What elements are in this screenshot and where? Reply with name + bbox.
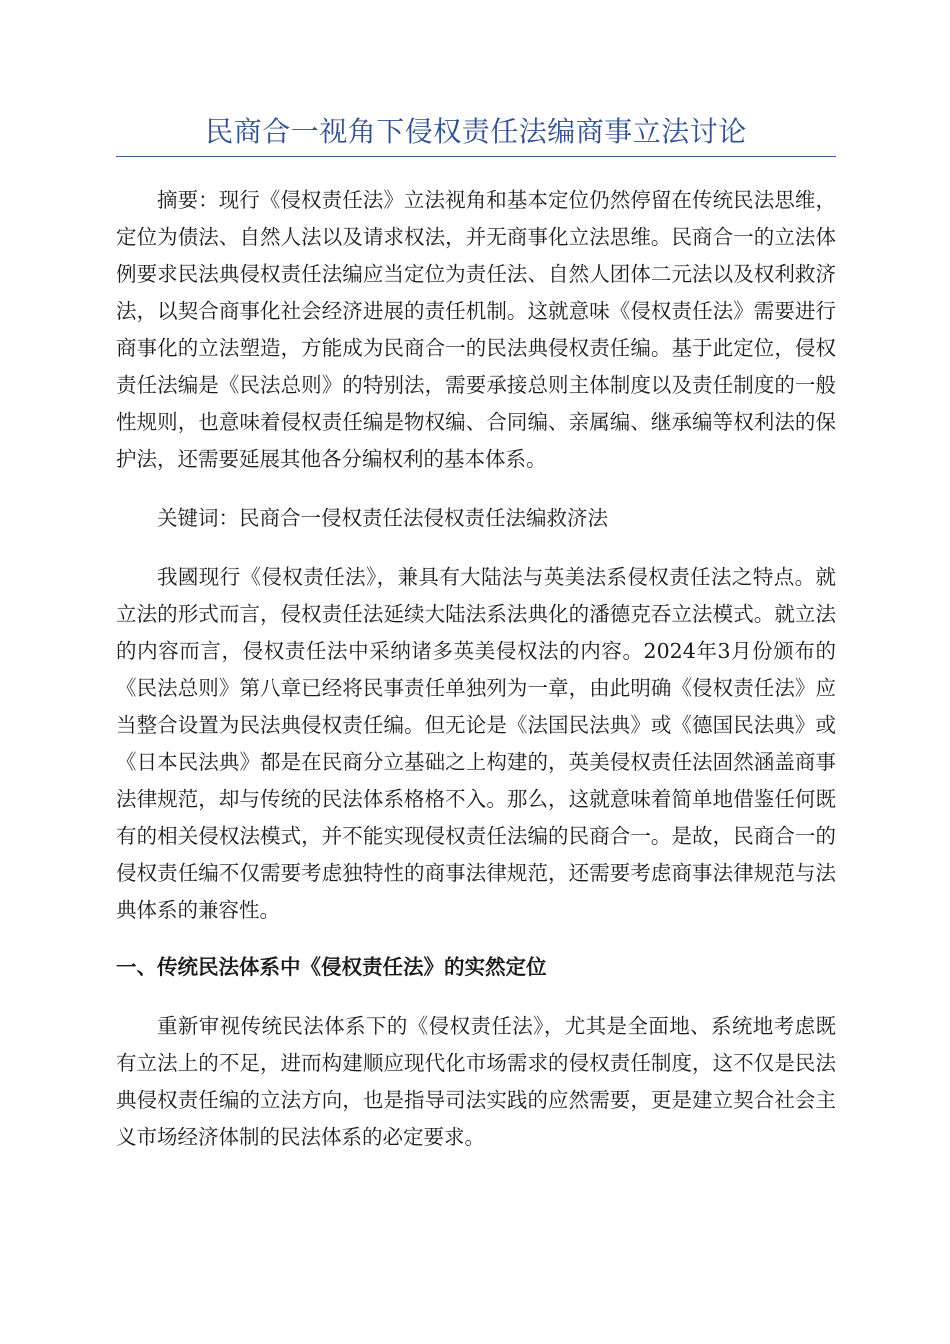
intro-paragraph: 我國现行《侵权责任法》，兼具有大陆法与英美法系侵权责任法之特点。就立法的形式而言，侵权责任法延续大陆法系法典化的潘德克吞立法模式。就立法的内容而言，侵权责任法中采纳诸多英美侵权法的内容。2024年3月份颁布的《民法总则》第八章已经将民事责任单独列为一章，由此明确《侵权责任法》应当整合设置为民法典侵权责任编。但无论是《法国民法典》或《德国民法典》或《日本民法典》都是在民商分立基础之上构建的，英美侵权责任法固然涵盖商事法律规范，却与传统的民法体系格格不入。那么，这就意味着简单地借鉴任何既有的相关侵权法模式，并不能实现侵权责任法编的民商合一。是故，民商合一的侵权责任编不仅需要考虑独特性的商事法律规范，还需要考虑商事法律规范与法典体系的兼容性。 xyxy=(116,565,836,922)
keywords-paragraph: 关键词：民商合一侵权责任法侵权责任法编救济法 xyxy=(157,506,608,530)
section-1-paragraph: 重新审视传统民法体系下的《侵权责任法》，尤其是全面地、系统地考虑既有立法上的不足，进而构建顺应现代化市场需求的侵权责任制度，这不仅是民法典侵权责任编的立法方向，也是指导司法实践的应然需要，更是建立契合社会主义市场经济体制的民法体系的必定要求。 xyxy=(116,1014,836,1149)
section-heading-1: 一、传统民法体系中《侵权责任法》的实然定位 xyxy=(116,955,547,979)
document-page xyxy=(116,112,836,1156)
abstract-paragraph: 摘要：现行《侵权责任法》立法视角和基本定位仍然停留在传统民法思维，定位为债法、自然人法以及请求权法，并无商事化立法思维。民商合一的立法体例要求民法典侵权责任法编应当定位为责任法、自然人团体二元法以及权利救济法，以契合商事化社会经济进展的责任机制。这就意味《侵权责任法》需要进行商事化的立法塑造，方能成为民商合一的民法典侵权责任编。基于此定位，侵权责任法编是《民法总则》的特别法，需要承接总则主体制度以及责任制度的一般性规则，也意味着侵权责任编是物权编、合同编、亲属编、继承编等权利法的保护法，还需要延展其他各分编权利的基本体系。 xyxy=(116,188,836,471)
document-title: 民商合一视角下侵权责任法编商事立法讨论 xyxy=(116,112,836,157)
